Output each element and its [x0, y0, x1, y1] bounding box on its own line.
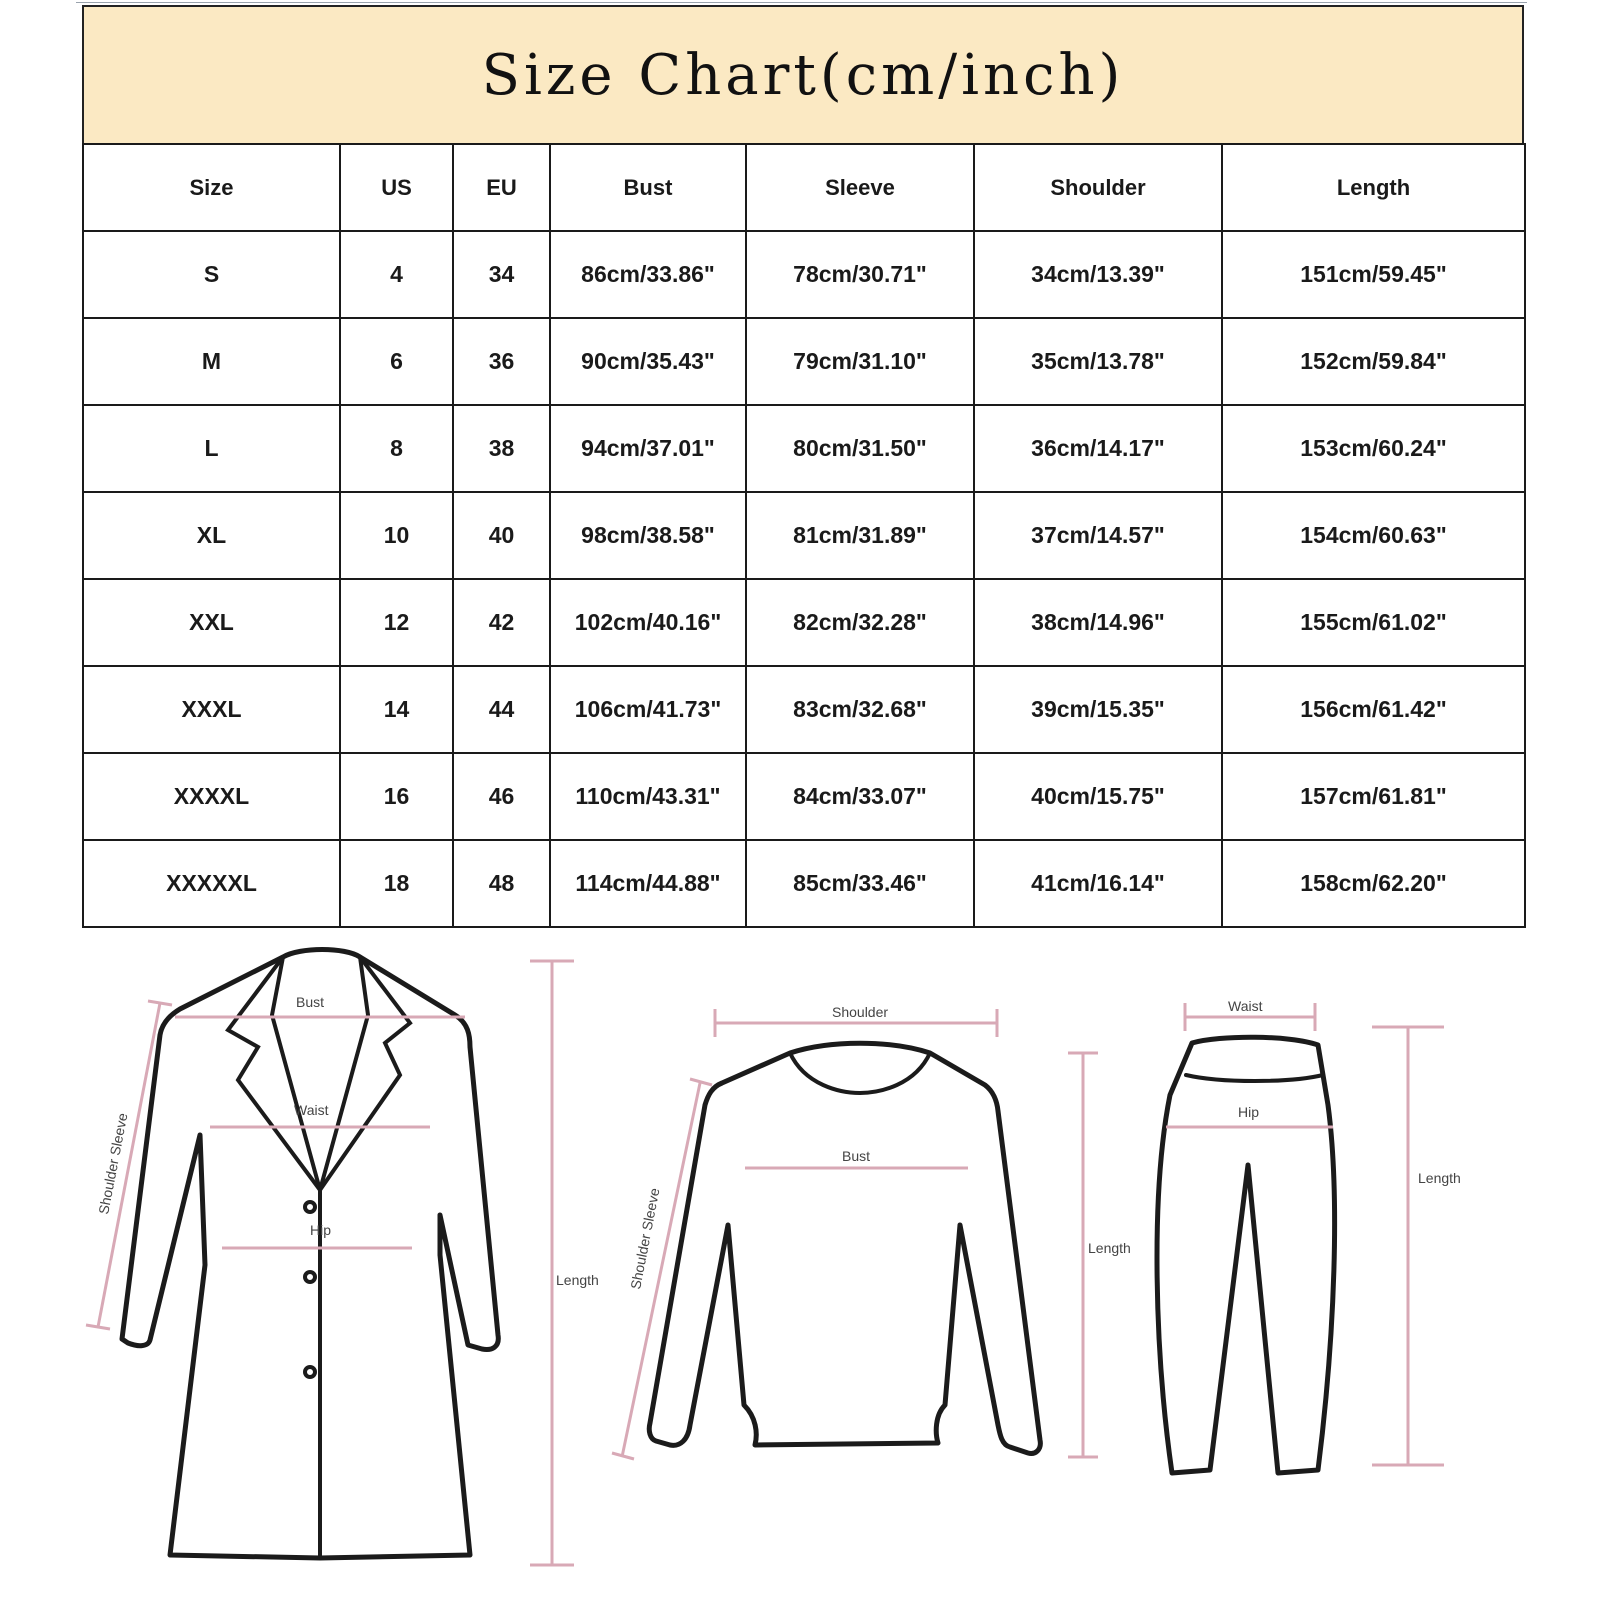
cell-sleeve: 84cm/33.07"	[746, 753, 974, 840]
cell-sleeve: 82cm/32.28"	[746, 579, 974, 666]
pants-outline	[1157, 1037, 1335, 1473]
header-us: US	[340, 144, 453, 231]
coat-hip-label: Hip	[310, 1222, 332, 1238]
cell-eu: 46	[453, 753, 550, 840]
cell-us: 12	[340, 579, 453, 666]
pants-hip-label: Hip	[1238, 1104, 1260, 1120]
pants-diagram	[1157, 998, 1461, 1473]
title-banner	[82, 5, 1524, 143]
cell-shoulder: 35cm/13.78"	[974, 318, 1222, 405]
cell-length: 154cm/60.63"	[1222, 492, 1525, 579]
coat-sleeve-tick-bottom	[86, 1325, 110, 1329]
cell-sleeve: 79cm/31.10"	[746, 318, 974, 405]
cell-eu: 34	[453, 231, 550, 318]
cell-length: 157cm/61.81"	[1222, 753, 1525, 840]
top-rule	[76, 2, 1527, 3]
cell-shoulder: 41cm/16.14"	[974, 840, 1222, 927]
cell-size: L	[83, 405, 340, 492]
cell-sleeve: 81cm/31.89"	[746, 492, 974, 579]
table-row	[83, 492, 1525, 579]
cell-us: 14	[340, 666, 453, 753]
coat-waist-label: Waist	[294, 1102, 329, 1118]
cell-bust: 86cm/33.86"	[550, 231, 746, 318]
cell-length: 156cm/61.42"	[1222, 666, 1525, 753]
table-row	[83, 579, 1525, 666]
cell-sleeve: 78cm/30.71"	[746, 231, 974, 318]
coat-sleeve-tick-top	[148, 1001, 172, 1005]
cell-bust: 98cm/38.58"	[550, 492, 746, 579]
cell-shoulder: 40cm/15.75"	[974, 753, 1222, 840]
cell-size: M	[83, 318, 340, 405]
cell-shoulder: 36cm/14.17"	[974, 405, 1222, 492]
cell-shoulder: 39cm/15.35"	[974, 666, 1222, 753]
cell-eu: 38	[453, 405, 550, 492]
coat-sleeve-label: Shoulder Sleeve	[95, 1111, 131, 1216]
cell-size: XXXL	[83, 666, 340, 753]
cell-size: XXXXXL	[83, 840, 340, 927]
cell-sleeve: 83cm/32.68"	[746, 666, 974, 753]
sweater-bust-label: Bust	[842, 1148, 871, 1164]
cell-us: 4	[340, 231, 453, 318]
cell-size: S	[83, 231, 340, 318]
cell-length: 158cm/62.20"	[1222, 840, 1525, 927]
diagrams-canvas	[0, 935, 1600, 1600]
cell-size: XXXXL	[83, 753, 340, 840]
header-length: Length	[1222, 144, 1525, 231]
cell-us: 8	[340, 405, 453, 492]
cell-sleeve: 85cm/33.46"	[746, 840, 974, 927]
header-bust: Bust	[550, 144, 746, 231]
cell-eu: 40	[453, 492, 550, 579]
table-row	[83, 666, 1525, 753]
cell-length: 151cm/59.45"	[1222, 231, 1525, 318]
coat-diagram	[86, 950, 599, 1566]
coat-outline	[122, 950, 498, 1559]
cell-shoulder: 37cm/14.57"	[974, 492, 1222, 579]
sweater-sleeve-label: Shoulder Sleeve	[627, 1186, 663, 1291]
table-row	[83, 405, 1525, 492]
pants-waist-label: Waist	[1228, 998, 1263, 1014]
header-shoulder: Shoulder	[974, 144, 1222, 231]
table-row	[83, 318, 1525, 405]
coat-bust-label: Bust	[296, 994, 325, 1010]
sweater-diagram	[612, 1004, 1131, 1459]
pants-length-label: Length	[1418, 1170, 1461, 1186]
cell-length: 153cm/60.24"	[1222, 405, 1525, 492]
sweater-outline	[649, 1043, 1040, 1453]
cell-eu: 36	[453, 318, 550, 405]
cell-eu: 42	[453, 579, 550, 666]
cell-shoulder: 38cm/14.96"	[974, 579, 1222, 666]
cell-bust: 90cm/35.43"	[550, 318, 746, 405]
table-row	[83, 840, 1525, 927]
header-eu: EU	[453, 144, 550, 231]
header-row	[83, 144, 1525, 231]
cell-us: 16	[340, 753, 453, 840]
coat-length-label: Length	[556, 1272, 599, 1288]
cell-shoulder: 34cm/13.39"	[974, 231, 1222, 318]
cell-size: XXL	[83, 579, 340, 666]
sweater-length-label: Length	[1088, 1240, 1131, 1256]
sweater-shoulder-label: Shoulder	[832, 1004, 889, 1020]
cell-bust: 106cm/41.73"	[550, 666, 746, 753]
size-table	[82, 143, 1526, 928]
cell-eu: 44	[453, 666, 550, 753]
table-row	[83, 753, 1525, 840]
header-size: Size	[83, 144, 340, 231]
cell-bust: 110cm/43.31"	[550, 753, 746, 840]
header-sleeve: Sleeve	[746, 144, 974, 231]
cell-bust: 102cm/40.16"	[550, 579, 746, 666]
cell-eu: 48	[453, 840, 550, 927]
chart-title: Size Chart(cm/inch)	[481, 42, 1125, 108]
cell-bust: 114cm/44.88"	[550, 840, 746, 927]
cell-us: 10	[340, 492, 453, 579]
cell-sleeve: 80cm/31.50"	[746, 405, 974, 492]
cell-size: XL	[83, 492, 340, 579]
cell-us: 18	[340, 840, 453, 927]
table-row	[83, 231, 1525, 318]
cell-length: 155cm/61.02"	[1222, 579, 1525, 666]
cell-length: 152cm/59.84"	[1222, 318, 1525, 405]
cell-us: 6	[340, 318, 453, 405]
cell-bust: 94cm/37.01"	[550, 405, 746, 492]
measurement-diagrams	[0, 935, 1600, 1600]
